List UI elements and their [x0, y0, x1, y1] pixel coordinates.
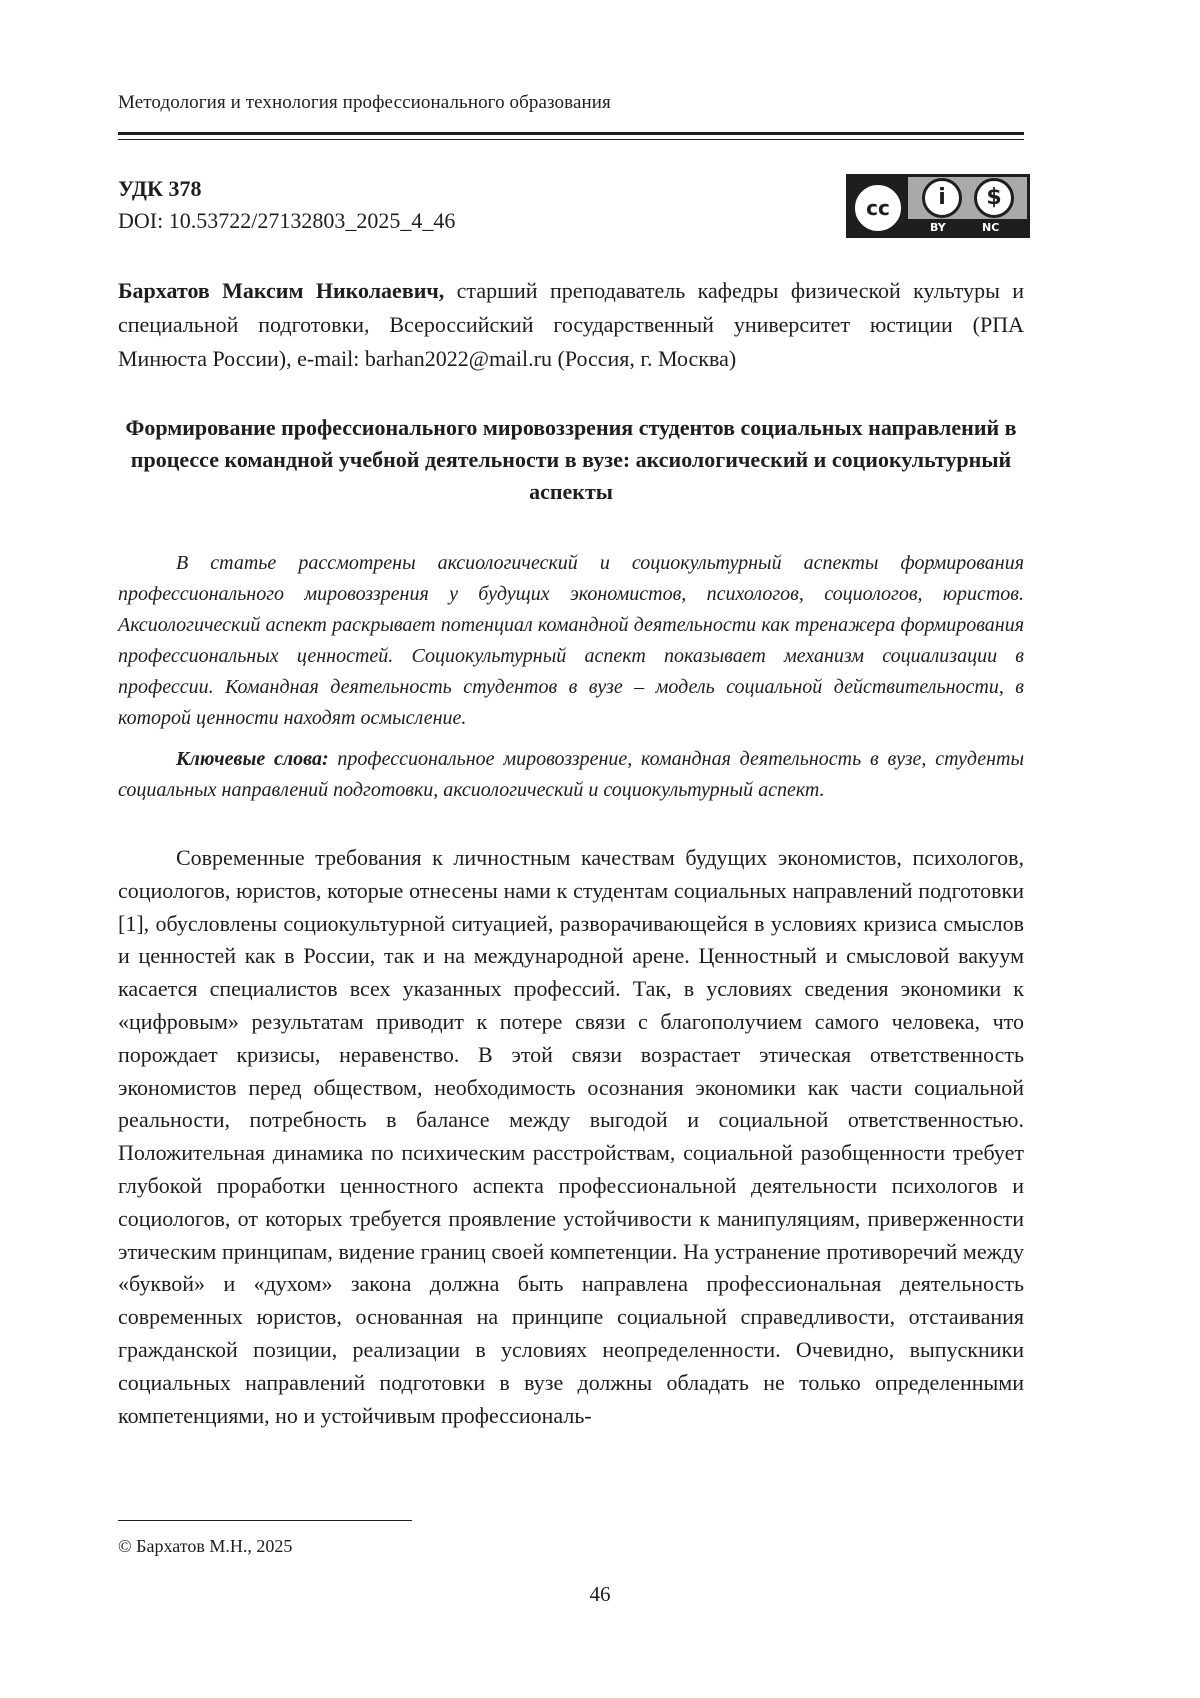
author-name: Бархатов Максим Николаевич,	[118, 278, 445, 303]
doi: DOI: 10.53722/27132803_2025_4_46	[118, 208, 456, 233]
page-number: 46	[589, 1582, 611, 1606]
running-head: Методология и технология профессионального образования	[118, 92, 611, 113]
author-block	[118, 274, 1024, 376]
udk-code: УДК 378	[118, 176, 202, 201]
nc-noncommercial-icon: $	[974, 178, 1014, 218]
footnote-rule	[118, 1520, 412, 1521]
keywords-label: Ключевые слова:	[176, 748, 329, 770]
copyright-footnote: © Бархатов М.Н., 2025	[118, 1536, 293, 1556]
nc-label: NC	[982, 221, 1000, 234]
keywords	[118, 744, 1024, 806]
header-rule-thick	[118, 132, 1024, 135]
by-label: BY	[930, 221, 946, 234]
keywords-text: профессиональное мировоззрение, командная деятельность в вузе, студенты социальных направлений подготовки, аксиологический и социокультурный аспект.	[118, 748, 1025, 801]
by-attribution-icon: i	[922, 178, 962, 218]
abstract: В статье рассмотрены аксиологический и социокультурный аспекты формирования профессионального мировоззрения у будущих экономистов, психологов, социологов, юристов. Аксиологический аспект раскрывает потенциал командной деятельности как тренажера формирования профессиональных ценностей. Социокультурный аспект показывает механизм социализации в профессии. Командная деятельность студентов в вузе – модель социальной действительности, в которой ценности находят осмысление.	[118, 552, 1024, 729]
cc-icon: cc	[850, 180, 906, 236]
header-rule-thin	[118, 139, 1024, 140]
author-affiliation: старший преподаватель кафедры физической культуры и специальной подготовки, Всероссийский государственный университет юстиции (РПА Минюста России), e-mail: barhan2022@mail.ru (Россия, г. Москва)	[118, 278, 1025, 371]
article-title: Формирование профессионального мировоззрения студентов социальных направлений в процессе командной учебной деятельности в вузе: аксиологический и социокультурный аспекты	[125, 415, 1017, 504]
cc-license-badge	[846, 174, 1030, 238]
body-paragraph: Современные требования к личностным качествам будущих экономистов, психологов, социологов, юристов, которые отнесены нами к студентам социальных направлений подготовки [1], обусловлены социокультурной ситуацией, разворачивающейся в условиях кризиса смыслов и ценностей как в России, так и на международной арене. Ценностный и смысловой вакуум касается специалистов всех указанных профессий. Так, в условиях сведения экономики к «цифровым» результатам приводит к потере связи с благополучием самого человека, что порождает кризисы, неравенство. В этой связи возрастает этическая ответственность экономистов перед обществом, необходимость осознания экономики как части социальной реальности, потребность в балансе между выгодой и социальной ответственностью. Положительная динамика по психическим расстройствам, социальной разобщенности требует глубокой проработки ценностного аспекта профессиональной деятельности психологов и социологов, от которых требуется проявление устойчивости к манипуляциям, приверженности этическим принципам, видение границ своей компетенции. На устранение противоречий между «буквой» и «духом» закона должна быть направлена профессиональная деятельность современных юристов, основанная на принципе социальной справедливости, отстаивания гражданской позиции, реализации в условиях неопределенности. Очевидно, выпускники социальных направлений подготовки в вузе должны обладать не только определенными компетенциями, но и устойчивым профессиональ-	[118, 845, 1024, 1428]
